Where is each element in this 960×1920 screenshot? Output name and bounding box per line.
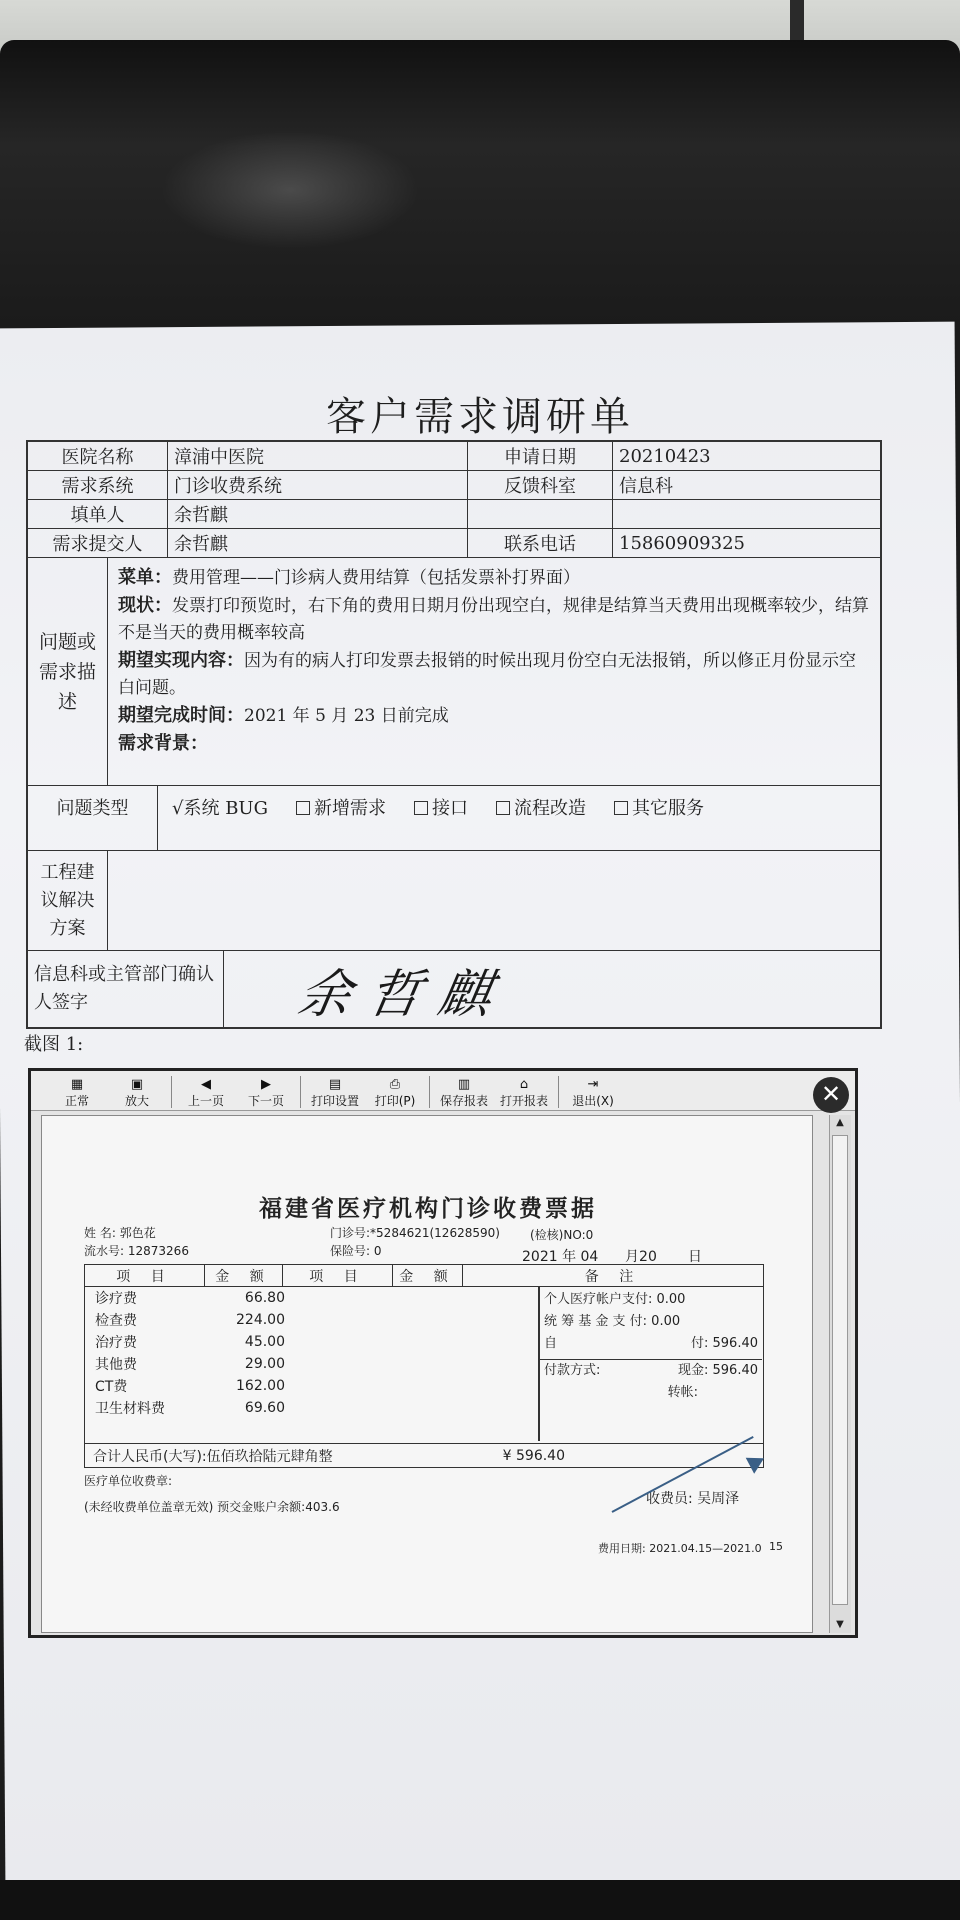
- table-row: 诊疗费 66.80: [95, 1290, 285, 1307]
- self-pay: 自 付: 596.40: [544, 1336, 758, 1351]
- form-row-description: [28, 558, 880, 786]
- pooled-pay: 统 筹 基 金 支 付: 0.00: [544, 1314, 681, 1329]
- toolbar-next-page-button[interactable]: ▶ 下一页: [236, 1078, 296, 1110]
- solution-label: 工程建议解决方案: [28, 851, 108, 950]
- checkbox-icon: [614, 801, 628, 815]
- type-other: 其它服务: [614, 794, 704, 820]
- form-row-types: [28, 786, 880, 851]
- apply-date-label: 申请日期: [468, 442, 613, 470]
- status-value: 发票打印预览时，右下角的费用日期月份出现空白，规律是结算当天费用出现概率较少，结算不是当天的费用概率较高: [118, 596, 869, 643]
- checkbox-icon: [296, 801, 310, 815]
- total-amount: ¥ 596.40: [502, 1447, 565, 1464]
- header-amount: 金 额: [205, 1265, 283, 1286]
- header-amount: 金 额: [393, 1265, 463, 1286]
- toolbar-separator: [429, 1076, 430, 1108]
- print-setup-icon: ▤: [328, 1077, 342, 1092]
- filler-label: 填单人: [28, 500, 168, 528]
- toolbar-save-report-button[interactable]: ▥ 保存报表: [434, 1078, 494, 1110]
- type-new-requirement: 新增需求: [296, 794, 386, 820]
- checkbox-icon: [414, 801, 428, 815]
- receipt-title: 福建省医疗机构门诊收费票据: [259, 1196, 597, 1222]
- toolbar-print-button[interactable]: ⎙ 打印(P): [365, 1078, 425, 1110]
- menu-label: 菜单：: [118, 567, 172, 588]
- desk-surface: [0, 40, 960, 340]
- table-row: 其他费 29.00: [95, 1356, 285, 1373]
- empty-cell: [468, 500, 613, 528]
- type-interface: 接口: [414, 794, 468, 820]
- empty-cell: [613, 500, 880, 528]
- transfer: 转帐:: [667, 1385, 698, 1400]
- status-label: 现状：: [118, 595, 172, 616]
- hospital-value: 漳浦中医院: [168, 442, 468, 470]
- preview-toolbar: [31, 1071, 855, 1111]
- survey-form: [26, 440, 882, 1029]
- table-row: 治疗费 45.00: [95, 1334, 285, 1351]
- receipt-table: [84, 1264, 764, 1444]
- type-process: 流程改造: [496, 794, 586, 820]
- apply-date-value: 20210423: [619, 445, 711, 467]
- form-row-submitter: [28, 529, 880, 558]
- phone-label: 联系电话: [468, 529, 613, 557]
- toolbar-separator: [558, 1076, 559, 1108]
- type-label: 问题类型: [28, 786, 158, 850]
- type-options: [158, 786, 880, 850]
- payment-info: [540, 1289, 762, 1404]
- toolbar-separator: [300, 1076, 301, 1108]
- dept-value: 信息科: [619, 476, 673, 497]
- seal-label: 医疗单位收费章:: [84, 1474, 173, 1488]
- insurance-number: 保险号: 0: [330, 1244, 382, 1258]
- submitter-label: 需求提交人: [28, 529, 168, 557]
- patient-name: 姓 名: 郭色花: [84, 1226, 156, 1240]
- normal-icon: ▦: [70, 1077, 84, 1092]
- scroll-up-icon[interactable]: ▲: [836, 1117, 844, 1128]
- form-row-signature: [28, 951, 880, 1027]
- system-value: 门诊收费系统: [168, 471, 468, 499]
- solution-value: [108, 851, 880, 950]
- save-report-icon: ▥: [457, 1077, 471, 1092]
- scroll-down-icon[interactable]: ▼: [836, 1619, 844, 1630]
- embedded-screenshot: [28, 1068, 858, 1638]
- next-page-icon: ▶: [261, 1077, 271, 1092]
- deadline-label: 期望完成时间：: [118, 705, 244, 726]
- header-remark: 备 注: [584, 1268, 642, 1285]
- form-row-filler: [28, 500, 880, 529]
- background-label: 需求背景：: [118, 733, 208, 754]
- menu-value: 费用管理——门诊病人费用结算（包括发票补打界面）: [172, 568, 580, 588]
- fee-date: 费用日期: 2021.04.15—2021.0: [598, 1542, 762, 1555]
- check-number: (检核)NO:0: [530, 1228, 594, 1242]
- toolbar-separator: [171, 1076, 172, 1108]
- type-bug: √系统 BUG: [172, 798, 268, 819]
- submitter-value: 余哲麒: [168, 529, 468, 557]
- screenshot-label: 截图 1:: [24, 1034, 84, 1055]
- description-label: 问题或需求描述: [28, 558, 108, 785]
- checkbox-icon: [496, 801, 510, 815]
- description-body: [108, 558, 880, 785]
- receipt-page: [41, 1115, 813, 1633]
- total-words: 合计人民币(大写):伍佰玖拾陆元肆角整: [93, 1448, 333, 1465]
- pay-method: 付款方式: 现金: 596.40: [540, 1359, 762, 1382]
- deadline-value: 2021 年 5 月 23 日前完成: [244, 706, 449, 726]
- serial-number: 流水号: 12873266: [84, 1244, 189, 1258]
- table-row: 检查费 224.00: [95, 1312, 285, 1329]
- confirm-label: 信息科或主管部门确认人签字: [28, 951, 224, 1027]
- toolbar-open-report-button[interactable]: ⌂ 打开报表: [494, 1078, 554, 1110]
- receipt-table-header: [85, 1265, 763, 1287]
- zoom-icon: ▣: [130, 1077, 144, 1092]
- form-row-hospital: [28, 442, 880, 471]
- filler-value: 余哲麒: [168, 500, 468, 528]
- open-report-icon: ⌂: [519, 1077, 529, 1092]
- handwritten-signature: 余哲麒: [293, 964, 515, 1025]
- exit-icon: ⇥: [587, 1077, 599, 1092]
- toolbar-prev-page-button[interactable]: ◀ 上一页: [176, 1078, 236, 1110]
- close-icon[interactable]: ✕: [813, 1077, 849, 1113]
- receipt-table-body: [85, 1287, 763, 1441]
- document-title: 客户需求调研单: [326, 394, 634, 440]
- dept-label: 反馈科室: [468, 471, 613, 499]
- toolbar-normal-button[interactable]: ▦ 正常: [47, 1078, 107, 1110]
- personal-pay: 个人医疗帐户支付: 0.00: [544, 1292, 686, 1307]
- hospital-label: 医院名称: [28, 442, 168, 470]
- print-icon: ⎙: [389, 1077, 401, 1092]
- scroll-thumb[interactable]: [832, 1135, 848, 1605]
- light-glare: [160, 130, 420, 250]
- receipt-note: (未经收费单位盖章无效) 预交金账户余额:403.6: [84, 1500, 340, 1514]
- prev-page-icon: ◀: [201, 1077, 211, 1092]
- phone-value: 15860909325: [619, 532, 745, 554]
- receipt-date: 2021 年 04 月20 日: [522, 1249, 703, 1265]
- clinic-number: 门诊号:*5284621(12628590): [330, 1226, 500, 1240]
- table-row: 卫生材料费 69.60: [95, 1400, 285, 1417]
- vertical-scrollbar[interactable]: [829, 1115, 851, 1633]
- cashier: 收费员: 吴周泽: [646, 1491, 740, 1507]
- expect-label: 期望实现内容：: [118, 650, 244, 671]
- system-label: 需求系统: [28, 471, 168, 499]
- header-item: 项 目: [283, 1265, 393, 1286]
- toolbar-zoom-button[interactable]: ▣ 放大: [107, 1078, 167, 1110]
- form-row-solution: [28, 851, 880, 951]
- fee-date-tail: 15: [769, 1540, 783, 1553]
- table-row: CT费 162.00: [95, 1378, 285, 1395]
- receipt-total-row: [84, 1444, 764, 1468]
- form-row-system: [28, 471, 880, 500]
- header-item: 项 目: [85, 1265, 205, 1286]
- toolbar-exit-button[interactable]: ⇥ 退出(X): [563, 1078, 623, 1110]
- signature-cell: [224, 951, 880, 1027]
- expect-value: 因为有的病人打印发票去报销的时候出现月份空白无法报销，所以修正月份显示空白问题。: [118, 651, 856, 698]
- desk-bottom: [0, 1880, 960, 1920]
- toolbar-print-setup-button[interactable]: ▤ 打印设置: [305, 1078, 365, 1110]
